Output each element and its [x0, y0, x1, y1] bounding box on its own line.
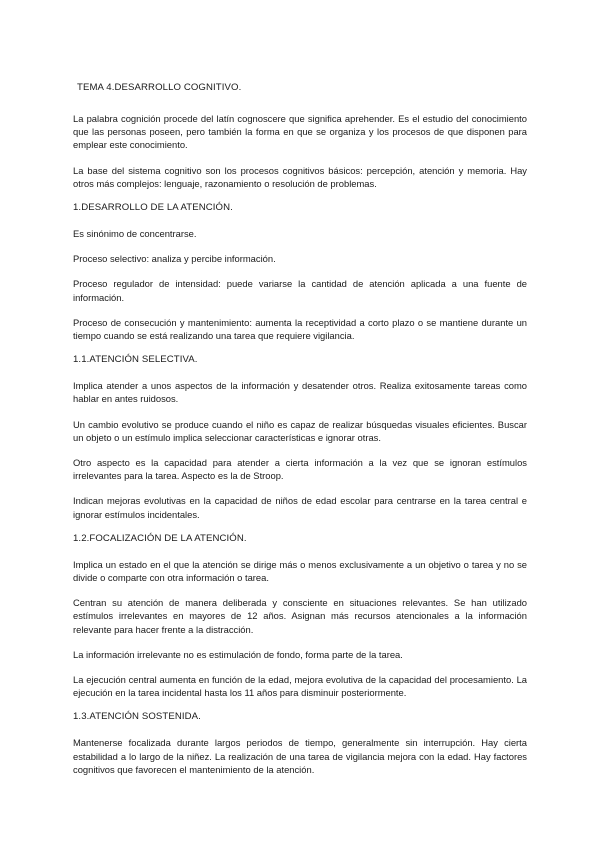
paragraph: Proceso de consecución y mantenimiento: aumenta la receptividad a corto plazo o se mantiene durante un tiempo cuando se está realizando una tarea que requiere vigilancia.	[73, 316, 527, 342]
section-attention	[73, 202, 527, 342]
paragraph: Mantenerse focalizada durante largos periodos de tiempo, generalmente sin interrupción. Hay cierta estabilidad a lo largo de la niñez. La realización de una tarea de vigilancia mejora con la edad. Hay factores cognitivos que favorecen el mantenimiento de la atención.	[73, 737, 527, 775]
section-heading: 1.3.ATENCIÓN SOSTENIDA.	[73, 711, 201, 723]
paragraph: Centran su atención de manera deliberada y consciente en situaciones relevantes. Se han utilizado estímulos irrelevantes en mayores de 12 años. Asignan más recursos atencionales a la información relevante para hacer frente a la distracción.	[73, 597, 527, 635]
intro-paragraph: La base del sistema cognitivo son los procesos cognitivos básicos: percepción, atención y memoria. Hay otros más complejos: lenguaje, razonamiento o resolución de problemas.	[73, 164, 527, 189]
paragraph: Proceso regulador de intensidad: puede variarse la cantidad de atención aplicada a una fuente de información.	[73, 278, 527, 303]
paragraph: Es sinónimo de concentrarse.	[73, 228, 197, 240]
section-focused-attention	[73, 533, 527, 700]
paragraph: Implica atender a unos aspectos de la información y desatender otros. Realiza exitosamente tareas como hablar en antes ruidosos.	[73, 380, 527, 405]
paragraph: Proceso selectivo: analiza y percibe información.	[73, 253, 276, 265]
paragraph: Otro aspecto es la capacidad para atender a cierta información a la vez que se ignoran estímulos irrelevantes para la tarea. Aspecto es la de Stroop.	[73, 457, 527, 482]
section-heading: 1.DESARROLLO DE LA ATENCIÓN.	[73, 202, 233, 214]
intro-paragraph: La palabra cognición procede del latín cognoscere que significa aprehender. Es el estudio del conocimiento que las personas poseen, pero también la forma en que se organiza y los procesos de que disponen para emplear este conocimiento.	[73, 113, 527, 151]
section-heading: 1.1.ATENCIÓN SELECTIVA.	[73, 354, 198, 366]
section-sustained-attention	[73, 711, 527, 776]
paragraph: Implica un estado en el que la atención se dirige más o menos exclusivamente a un objetivo o tarea y no se divide o comparte con otra información o tarea.	[73, 558, 527, 584]
paragraph: La ejecución central aumenta en función de la edad, mejora evolutiva de la capacidad del procesamiento. La ejecución en la tarea incidental hasta los 11 años para disminuir posteriormente.	[73, 674, 527, 699]
paragraph: Indican mejoras evolutivas en la capacidad de niños de edad escolar para centrarse en la tarea central e ignorar estímulos incidentales.	[73, 495, 527, 520]
paragraph: La información irrelevante no es estimulación de fondo, forma parte de la tarea.	[73, 648, 403, 660]
paragraph: Un cambio evolutivo se produce cuando el niño es capaz de realizar búsquedas visuales eficientes. Buscar un objeto o un estímulo implica seleccionar características e ignorar otras.	[73, 418, 527, 443]
document-title: TEMA 4.DESARROLLO COGNITIVO.	[77, 82, 242, 93]
section-heading: 1.2.FOCALIZACIÓN DE LA ATENCIÓN.	[73, 532, 247, 544]
section-selective-attention	[73, 354, 527, 521]
